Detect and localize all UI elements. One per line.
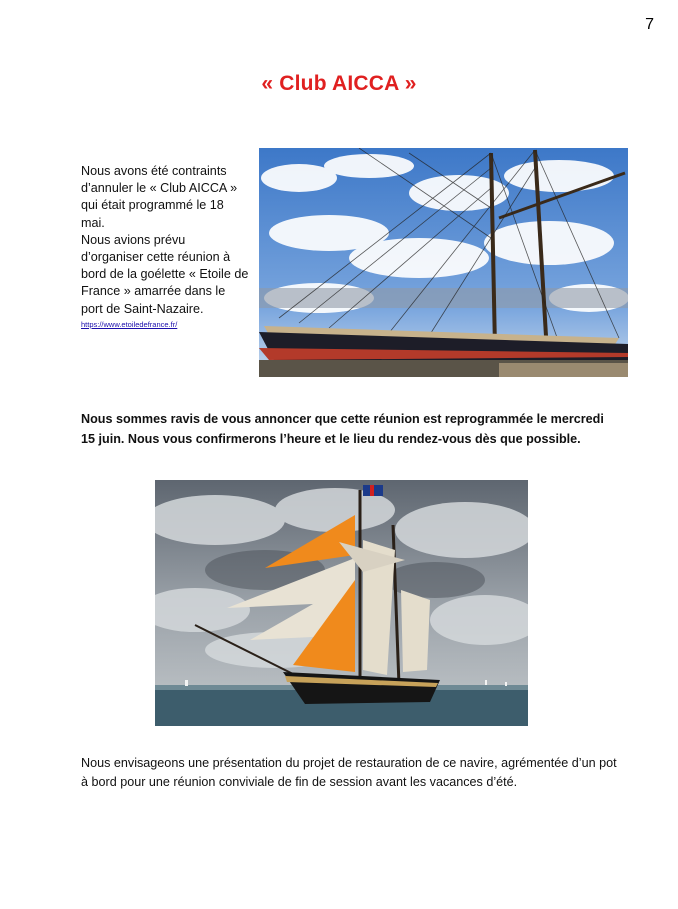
reschedule-announcement: Nous sommes ravis de vous annoncer que cette réunion est reprogrammée le mercredi 15 juin. Nous vous confirmerons l’heure et le lieu du rendez-vous dès que possible. <box>81 412 604 446</box>
intro-paragraph-cancel: Nous avons été contraints d’annuler le « Club AICCA » qui était programmé le 18 mai. <box>81 164 238 230</box>
moored-schooner-photo <box>259 148 628 377</box>
intro-text <box>81 163 249 331</box>
website-link[interactable]: https://www.etoiledefrance.fr/ <box>81 319 178 329</box>
intro-paragraph-plan: Nous avions prévu d’organiser cette réunion à bord de la goélette « Etoile de France » amarrée dans le port de Saint-Nazaire. <box>81 232 249 316</box>
page-number: 7 <box>645 16 654 33</box>
sailing-schooner-photo <box>155 480 528 726</box>
page-title: « Club AICCA » <box>261 72 417 95</box>
closing-paragraph: Nous envisageons une présentation du projet de restauration de ce navire, agrémentée d’un pot à bord pour une réunion conviviale de fin de session avant les vacances d’été. <box>81 756 617 789</box>
